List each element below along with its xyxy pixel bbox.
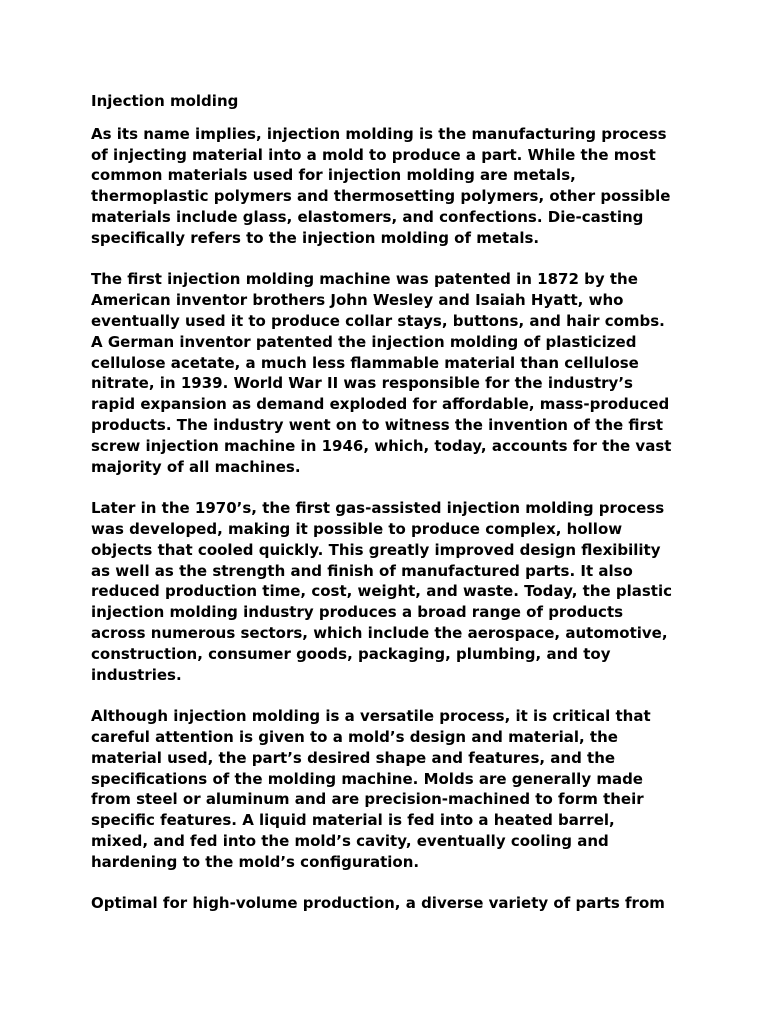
title-spacing	[91, 112, 691, 124]
document-title: Injection molding	[91, 92, 239, 110]
paragraph-2: The first injection molding machine was patented in 1872 by the American inventor brothers John Wesley and Isaiah Hyatt, who eventually used it to produce collar stays, buttons, and hair combs. A German inventor patented the injection molding of plasticized cellulose acetate, a much less flammable material than cellulose nitrate, in 1939. World War II was responsible for the industry’s rapid expansion as demand exploded for affordable, mass-produced products. The industry went on to witness the invention of the first screw injection machine in 1946, which, today, accounts for the vast majority of all machines.	[91, 270, 672, 476]
document-page	[91, 91, 691, 914]
paragraph-spacing	[91, 249, 691, 270]
paragraph-spacing	[91, 477, 691, 498]
paragraph-spacing	[91, 872, 691, 893]
paragraph-spacing	[91, 685, 691, 706]
paragraph-5: Optimal for high-volume production, a diverse variety of parts from	[91, 894, 665, 913]
paragraph-3: Later in the 1970’s, the first gas-assisted injection molding process was developed, making it possible to produce complex, hollow objects that cooled quickly. This greatly improved design flexibility as well as the strength and finish of manufactured parts. It also reduced production time, cost, weight, and waste. Today, the plastic injection molding industry produces a broad range of products across numerous sectors, which include the aerospace, automotive, construction, consumer goods, packaging, plumbing, and toy industries.	[91, 499, 672, 684]
paragraph-4: Although injection molding is a versatile process, it is critical that careful attention is given to a mold’s design and material, the material used, the part’s desired shape and features, and the specifications of the molding machine. Molds are generally made from steel or aluminum and are precision-machined to form their specific features. A liquid material is fed into a heated barrel, mixed, and fed into the mold’s cavity, eventually cooling and hardening to the mold’s configuration.	[91, 707, 651, 871]
paragraph-1: As its name implies, injection molding is the manufacturing process of injecting material into a mold to produce a part. While the most common materials used for injection molding are metals, thermoplastic polymers and thermosetting polymers, other possible materials include glass, elastomers, and confections. Die-casting specifically refers to the injection molding of metals.	[91, 124, 671, 247]
